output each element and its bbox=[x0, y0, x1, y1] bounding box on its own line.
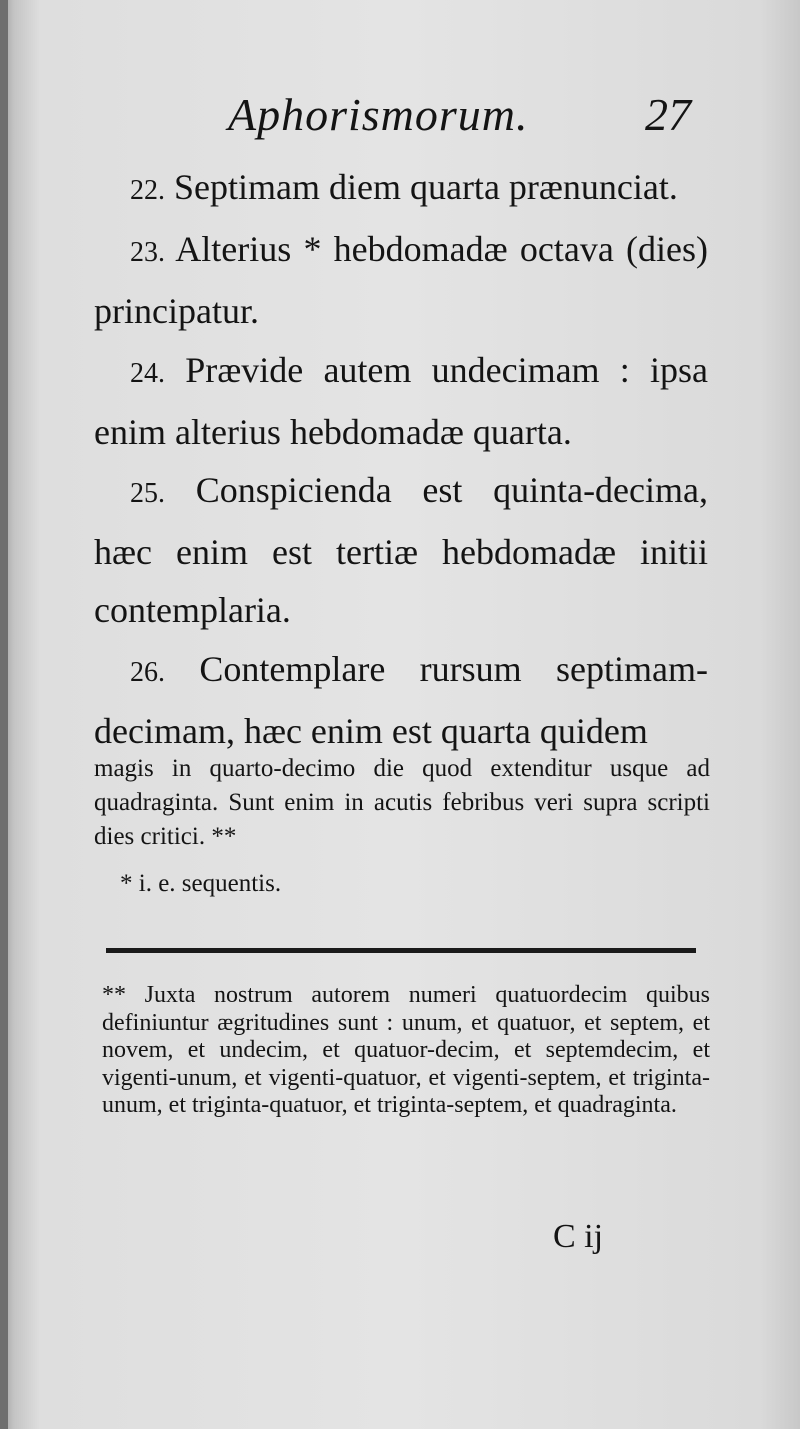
aphorism-26 bbox=[94, 640, 708, 760]
aphorism-list bbox=[94, 158, 708, 760]
aphorism-number: 22. bbox=[130, 175, 165, 206]
aphorism-text: Contemplare rursum septimam-decimam, hæc enim est quarta quidem bbox=[94, 648, 708, 751]
page-binding-edge bbox=[0, 0, 8, 1429]
continuation-text: magis in quarto-decimo die quod extenditur usque ad quadraginta. Sunt enim in acutis febribus veri supra scripti dies critici. ** bbox=[94, 755, 710, 850]
aphorism-25 bbox=[94, 461, 708, 640]
footnote-text: ** Juxta nostrum autorem numeri quatuordecim quibus definiuntur ægritudines sunt : unum, et quatuor, et septem, et novem, et undecim, et quatuor-decim, et septemdecim, et vigenti-unum, et vigenti-quatuor, et vigenti-septem, et triginta-unum, et triginta-quatuor, et triginta-septem, et quadraginta. bbox=[102, 982, 710, 1118]
page-number: 27 bbox=[645, 89, 691, 140]
aphorism-number: 25. bbox=[130, 478, 165, 510]
footnote bbox=[102, 982, 710, 1120]
aphorism-text: Prævide autem undecimam : ipsa enim alterius hebdomadæ quarta. bbox=[94, 349, 708, 452]
footnote-divider bbox=[106, 948, 696, 953]
aphorism-text: Conspicienda est quinta-decima, hæc enim est tertiæ hebdomadæ initii contemplaria. bbox=[94, 470, 708, 631]
aphorism-23 bbox=[94, 220, 708, 340]
aphorism-22 bbox=[94, 158, 708, 220]
aphorism-24 bbox=[94, 341, 708, 461]
running-title: Aphorismorum. bbox=[228, 89, 529, 140]
note-reference: * i. e. sequentis. bbox=[120, 870, 282, 897]
aphorism-number: 26. bbox=[130, 656, 165, 688]
aphorism-number: 24. bbox=[130, 357, 165, 389]
aphorism-number: 23. bbox=[130, 237, 165, 269]
page-header bbox=[0, 88, 800, 158]
signature-mark: C ij bbox=[553, 1218, 604, 1255]
aphorism-text: Septimam diem quarta prænunciat. bbox=[174, 167, 678, 207]
aphorism-continuation bbox=[94, 752, 710, 854]
aphorism-text: Alterius * hebdomadæ octava (dies) principatur. bbox=[94, 229, 709, 332]
